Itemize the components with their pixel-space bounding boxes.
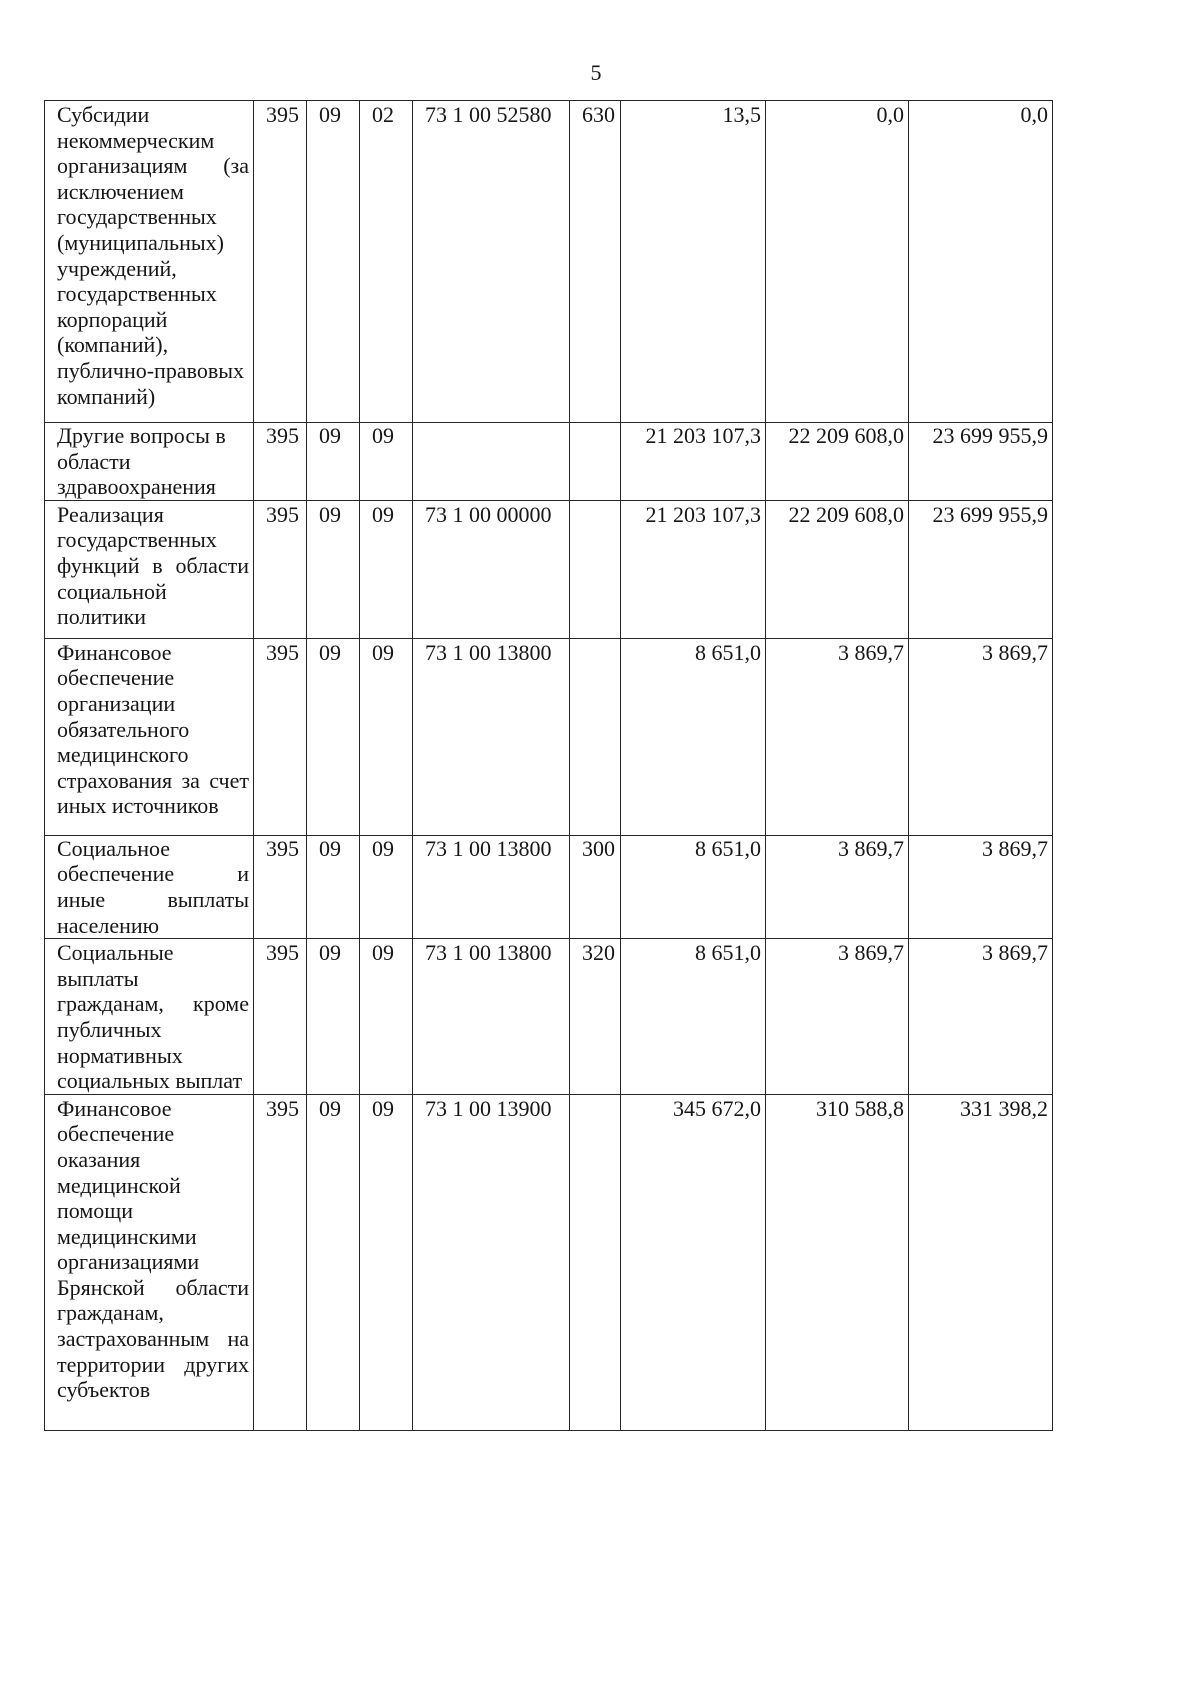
item-name-cell xyxy=(45,1094,254,1430)
item-name-line: Социальное xyxy=(57,835,170,861)
razdel-code: 09 xyxy=(307,638,360,835)
item-name-line: обеспечение и xyxy=(57,861,249,887)
amount-year-1: 21 203 107,3 xyxy=(621,423,766,501)
target-article-code: 73 1 00 13800 xyxy=(413,939,570,1095)
razdel-code: 09 xyxy=(307,939,360,1095)
amount-year-1: 13,5 xyxy=(621,101,766,423)
item-name-cell xyxy=(45,423,254,501)
glava-code: 395 xyxy=(254,500,307,638)
amount-year-1: 8 651,0 xyxy=(621,638,766,835)
item-name-line: Финансовое xyxy=(57,639,172,665)
amount-year-2: 3 869,7 xyxy=(766,638,909,835)
item-name-line: населению xyxy=(57,912,160,938)
table-row xyxy=(45,101,1053,423)
item-name-cell xyxy=(45,101,254,423)
item-name-line: страхования за счет xyxy=(57,767,249,793)
podrazdel-code: 09 xyxy=(360,500,413,638)
glava-code: 395 xyxy=(254,423,307,501)
item-name-line: Другие вопросы в xyxy=(57,423,226,448)
item-name-line: организациями xyxy=(57,1249,200,1275)
glava-code: 395 xyxy=(254,835,307,938)
item-name-line: организации xyxy=(57,690,176,716)
item-name-line: гражданам, кроме xyxy=(57,991,249,1017)
target-article-code: 73 1 00 52580 xyxy=(413,101,570,423)
expense-type-code: 630 xyxy=(570,101,621,423)
amount-year-2: 22 209 608,0 xyxy=(766,423,909,501)
item-name-line: медицинской xyxy=(57,1172,181,1198)
razdel-code: 09 xyxy=(307,1094,360,1430)
table-row xyxy=(45,500,1053,638)
item-name-line: корпораций xyxy=(57,306,168,332)
item-name-cell xyxy=(45,500,254,638)
amount-year-1: 345 672,0 xyxy=(621,1094,766,1430)
target-article-code: 73 1 00 13900 xyxy=(413,1094,570,1430)
item-name-line: территории других xyxy=(57,1351,249,1377)
target-article-code: 73 1 00 13800 xyxy=(413,638,570,835)
item-name-cell xyxy=(45,835,254,938)
item-name-line: гражданам, xyxy=(57,1300,164,1326)
table-row xyxy=(45,638,1053,835)
item-name-line: социальных выплат xyxy=(57,1068,243,1094)
item-name-line: обеспечение xyxy=(57,665,175,691)
item-name-line: некоммерческим xyxy=(57,127,215,153)
glava-code: 395 xyxy=(254,1094,307,1430)
expense-type-code xyxy=(570,638,621,835)
glava-code: 395 xyxy=(254,638,307,835)
item-name-cell xyxy=(45,638,254,835)
item-name-cell xyxy=(45,939,254,1095)
item-name-line: медицинского xyxy=(57,742,189,768)
item-name-line: субъектов xyxy=(57,1377,151,1403)
amount-year-3: 3 869,7 xyxy=(909,638,1053,835)
razdel-code: 09 xyxy=(307,423,360,501)
razdel-code: 09 xyxy=(307,500,360,638)
table-body xyxy=(45,101,1053,1431)
glava-code: 395 xyxy=(254,939,307,1095)
amount-year-3: 3 869,7 xyxy=(909,835,1053,938)
amount-year-1: 8 651,0 xyxy=(621,939,766,1095)
amount-year-3: 331 398,2 xyxy=(909,1094,1053,1430)
amount-year-1: 8 651,0 xyxy=(621,835,766,938)
item-name-line: иные выплаты xyxy=(57,886,249,912)
expense-type-code: 320 xyxy=(570,939,621,1095)
page-number: 5 xyxy=(590,60,602,85)
podrazdel-code: 09 xyxy=(360,423,413,501)
podrazdel-code: 09 xyxy=(360,835,413,938)
item-name-line: исключением xyxy=(57,178,184,204)
target-article-code: 73 1 00 00000 xyxy=(413,500,570,638)
item-name-line: обязательного xyxy=(57,716,190,742)
item-name-line: (муниципальных) xyxy=(57,229,224,255)
item-name-line: нормативных xyxy=(57,1042,183,1068)
amount-year-3: 23 699 955,9 xyxy=(909,500,1053,638)
item-name-line: здравоохранения xyxy=(57,474,216,500)
razdel-code: 09 xyxy=(307,101,360,423)
item-name-line: государственных xyxy=(57,527,217,553)
target-article-code xyxy=(413,423,570,501)
amount-year-1: 21 203 107,3 xyxy=(621,500,766,638)
item-name-line: обеспечение xyxy=(57,1121,175,1147)
razdel-code: 09 xyxy=(307,835,360,938)
amount-year-3: 3 869,7 xyxy=(909,939,1053,1095)
podrazdel-code: 09 xyxy=(360,1094,413,1430)
expense-type-code xyxy=(570,500,621,638)
podrazdel-code: 09 xyxy=(360,939,413,1095)
table-row xyxy=(45,939,1053,1095)
glava-code: 395 xyxy=(254,101,307,423)
amount-year-2: 310 588,8 xyxy=(766,1094,909,1430)
item-name-line: иных источников xyxy=(57,793,219,819)
amount-year-2: 0,0 xyxy=(766,101,909,423)
item-name-line: области xyxy=(57,448,131,474)
amount-year-3: 0,0 xyxy=(909,101,1053,423)
item-name-line: социальной xyxy=(57,578,167,604)
expense-type-code: 300 xyxy=(570,835,621,938)
item-name-line: Социальные xyxy=(57,940,174,966)
expense-type-code xyxy=(570,1094,621,1430)
item-name-line: политики xyxy=(57,604,147,630)
item-name-line: государственных xyxy=(57,204,217,230)
budget-table xyxy=(44,100,1053,1431)
item-name-line: оказания xyxy=(57,1146,141,1172)
item-name-line: помощи xyxy=(57,1198,133,1224)
table-row xyxy=(45,423,1053,501)
item-name-line: публичных xyxy=(57,1016,162,1042)
table-row xyxy=(45,1094,1053,1430)
amount-year-2: 22 209 608,0 xyxy=(766,500,909,638)
item-name-line: Субсидии xyxy=(57,102,150,127)
item-name-line: (компаний), xyxy=(57,332,169,358)
item-name-line: учреждений, xyxy=(57,255,177,281)
table-row xyxy=(45,835,1053,938)
item-name-line: застрахованным на xyxy=(57,1326,249,1352)
expense-type-code xyxy=(570,423,621,501)
item-name-line: выплаты xyxy=(57,965,139,991)
amount-year-3: 23 699 955,9 xyxy=(909,423,1053,501)
amount-year-2: 3 869,7 xyxy=(766,939,909,1095)
item-name-line: государственных xyxy=(57,281,217,307)
podrazdel-code: 09 xyxy=(360,638,413,835)
target-article-code: 73 1 00 13800 xyxy=(413,835,570,938)
amount-year-2: 3 869,7 xyxy=(766,835,909,938)
item-name-line: медицинскими xyxy=(57,1223,197,1249)
item-name-line: компаний) xyxy=(57,383,156,409)
item-name-line: публично-правовых xyxy=(57,357,244,383)
item-name-line: организациям (за xyxy=(57,153,249,179)
item-name-line: Финансовое xyxy=(57,1095,172,1121)
item-name-line: функций в области xyxy=(57,552,249,578)
item-name-line: Реализация xyxy=(57,501,164,527)
podrazdel-code: 02 xyxy=(360,101,413,423)
item-name-line: Брянской области xyxy=(57,1274,249,1300)
